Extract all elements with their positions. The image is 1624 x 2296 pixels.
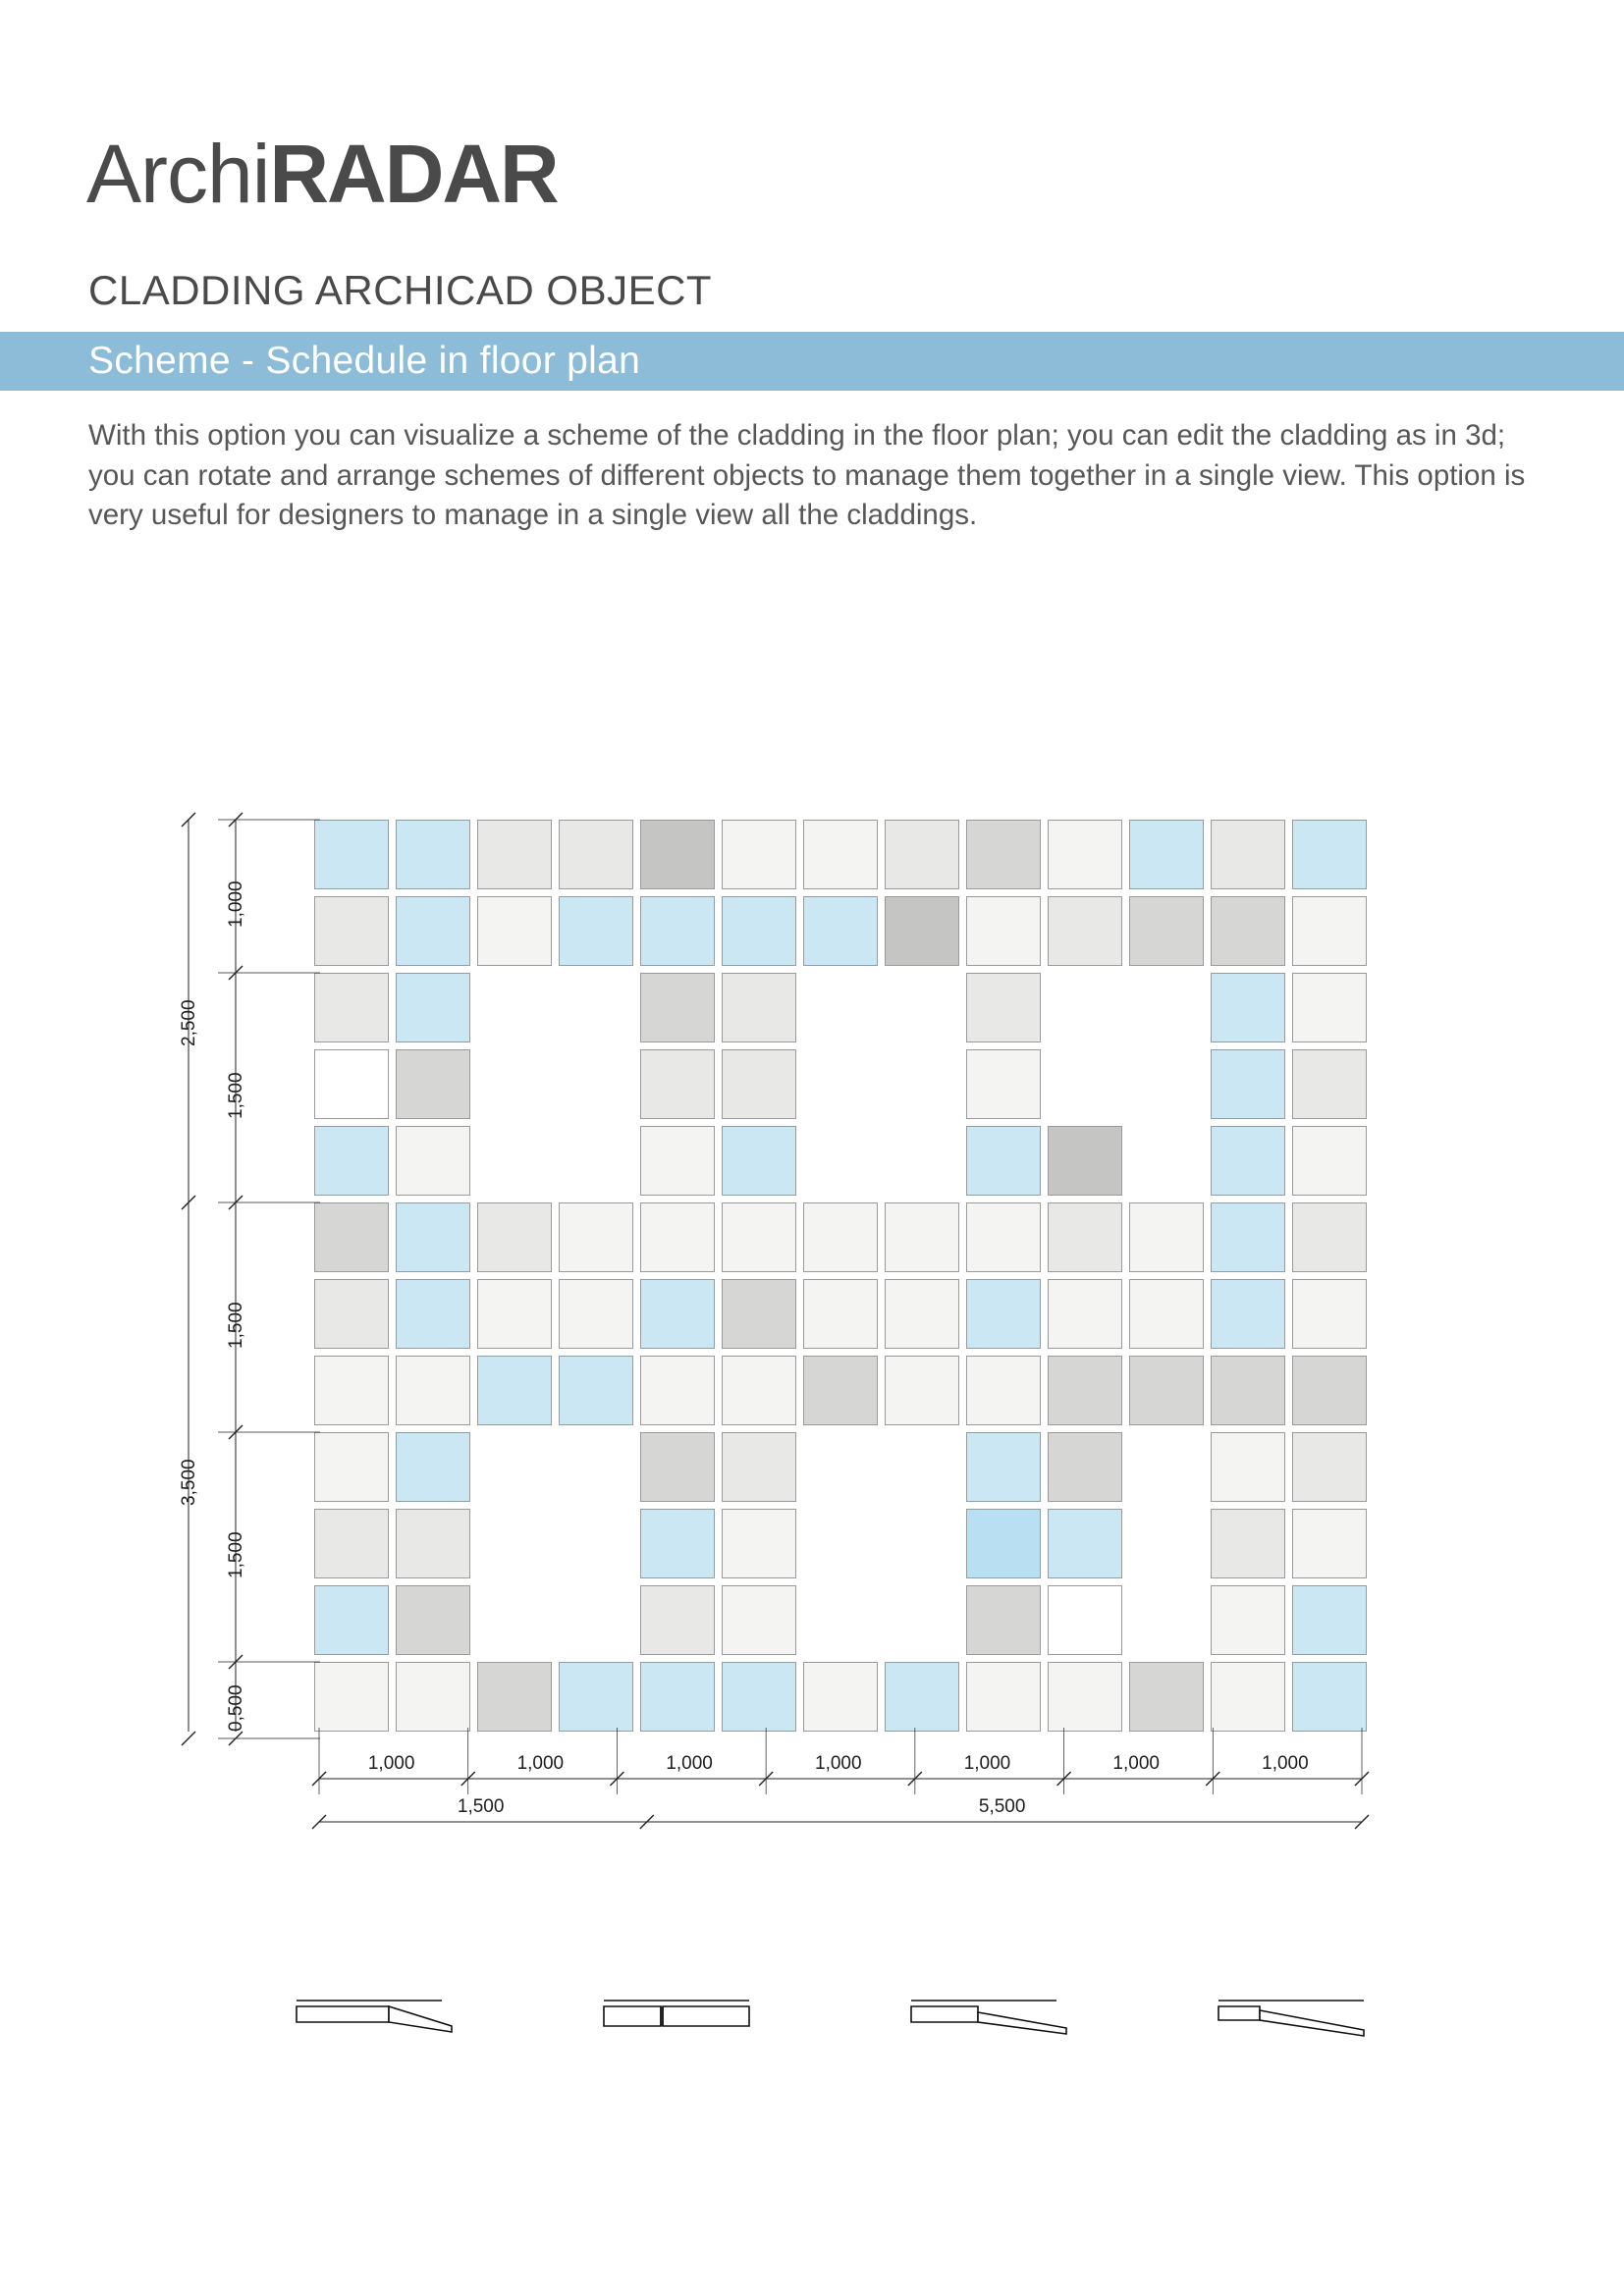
dimension-text: 1,000 — [963, 1753, 1011, 1774]
logo — [86, 128, 558, 220]
symbol-row — [295, 1993, 1375, 2110]
section-title: Scheme - Schedule in floor plan — [88, 340, 641, 382]
intro-paragraph: With this option you can visualize a scheme of the cladding in the floor plan; you can edit the cladding as in 3d; you can rotate and arrange schemes of different objects to manage them together in a single view. This option is very useful for designers to manage in a single view all the claddings. — [88, 419, 1526, 532]
dimension-text: 1,000 — [666, 1753, 713, 1774]
dimension-text: 1,500 — [226, 1531, 246, 1578]
dimension-text: 3,500 — [179, 1459, 199, 1506]
dimension-text: 1,000 — [1262, 1753, 1309, 1774]
dimension-text: 1,500 — [457, 1796, 505, 1817]
dimension-text: 0,500 — [226, 1684, 246, 1732]
dimension-text: 1,000 — [516, 1753, 565, 1774]
dimension-lines — [177, 785, 1453, 1881]
wall-panel-symbol — [1217, 1993, 1383, 2071]
dimension-text: 1,500 — [226, 1072, 246, 1119]
logo-radar: RADAR — [269, 128, 558, 220]
wall-panel-symbol — [909, 1993, 1076, 2071]
page-subtitle: CLADDING ARCHICAD OBJECT — [88, 267, 713, 313]
dimension-text: 5,500 — [978, 1796, 1026, 1817]
dimension-text: 2,500 — [179, 999, 199, 1046]
wall-panel-symbol — [602, 1993, 769, 2071]
dimension-text: 1,000 — [226, 881, 246, 928]
dimension-text: 1,000 — [1112, 1753, 1160, 1774]
floor-plan-drawing — [177, 785, 1453, 1817]
wall-panel-symbol — [295, 1993, 461, 2071]
dimension-text: 1,000 — [815, 1753, 862, 1774]
dimension-text: 1,500 — [226, 1302, 246, 1349]
logo-archi: Archi — [86, 128, 270, 220]
dimension-text: 1,000 — [367, 1753, 415, 1774]
